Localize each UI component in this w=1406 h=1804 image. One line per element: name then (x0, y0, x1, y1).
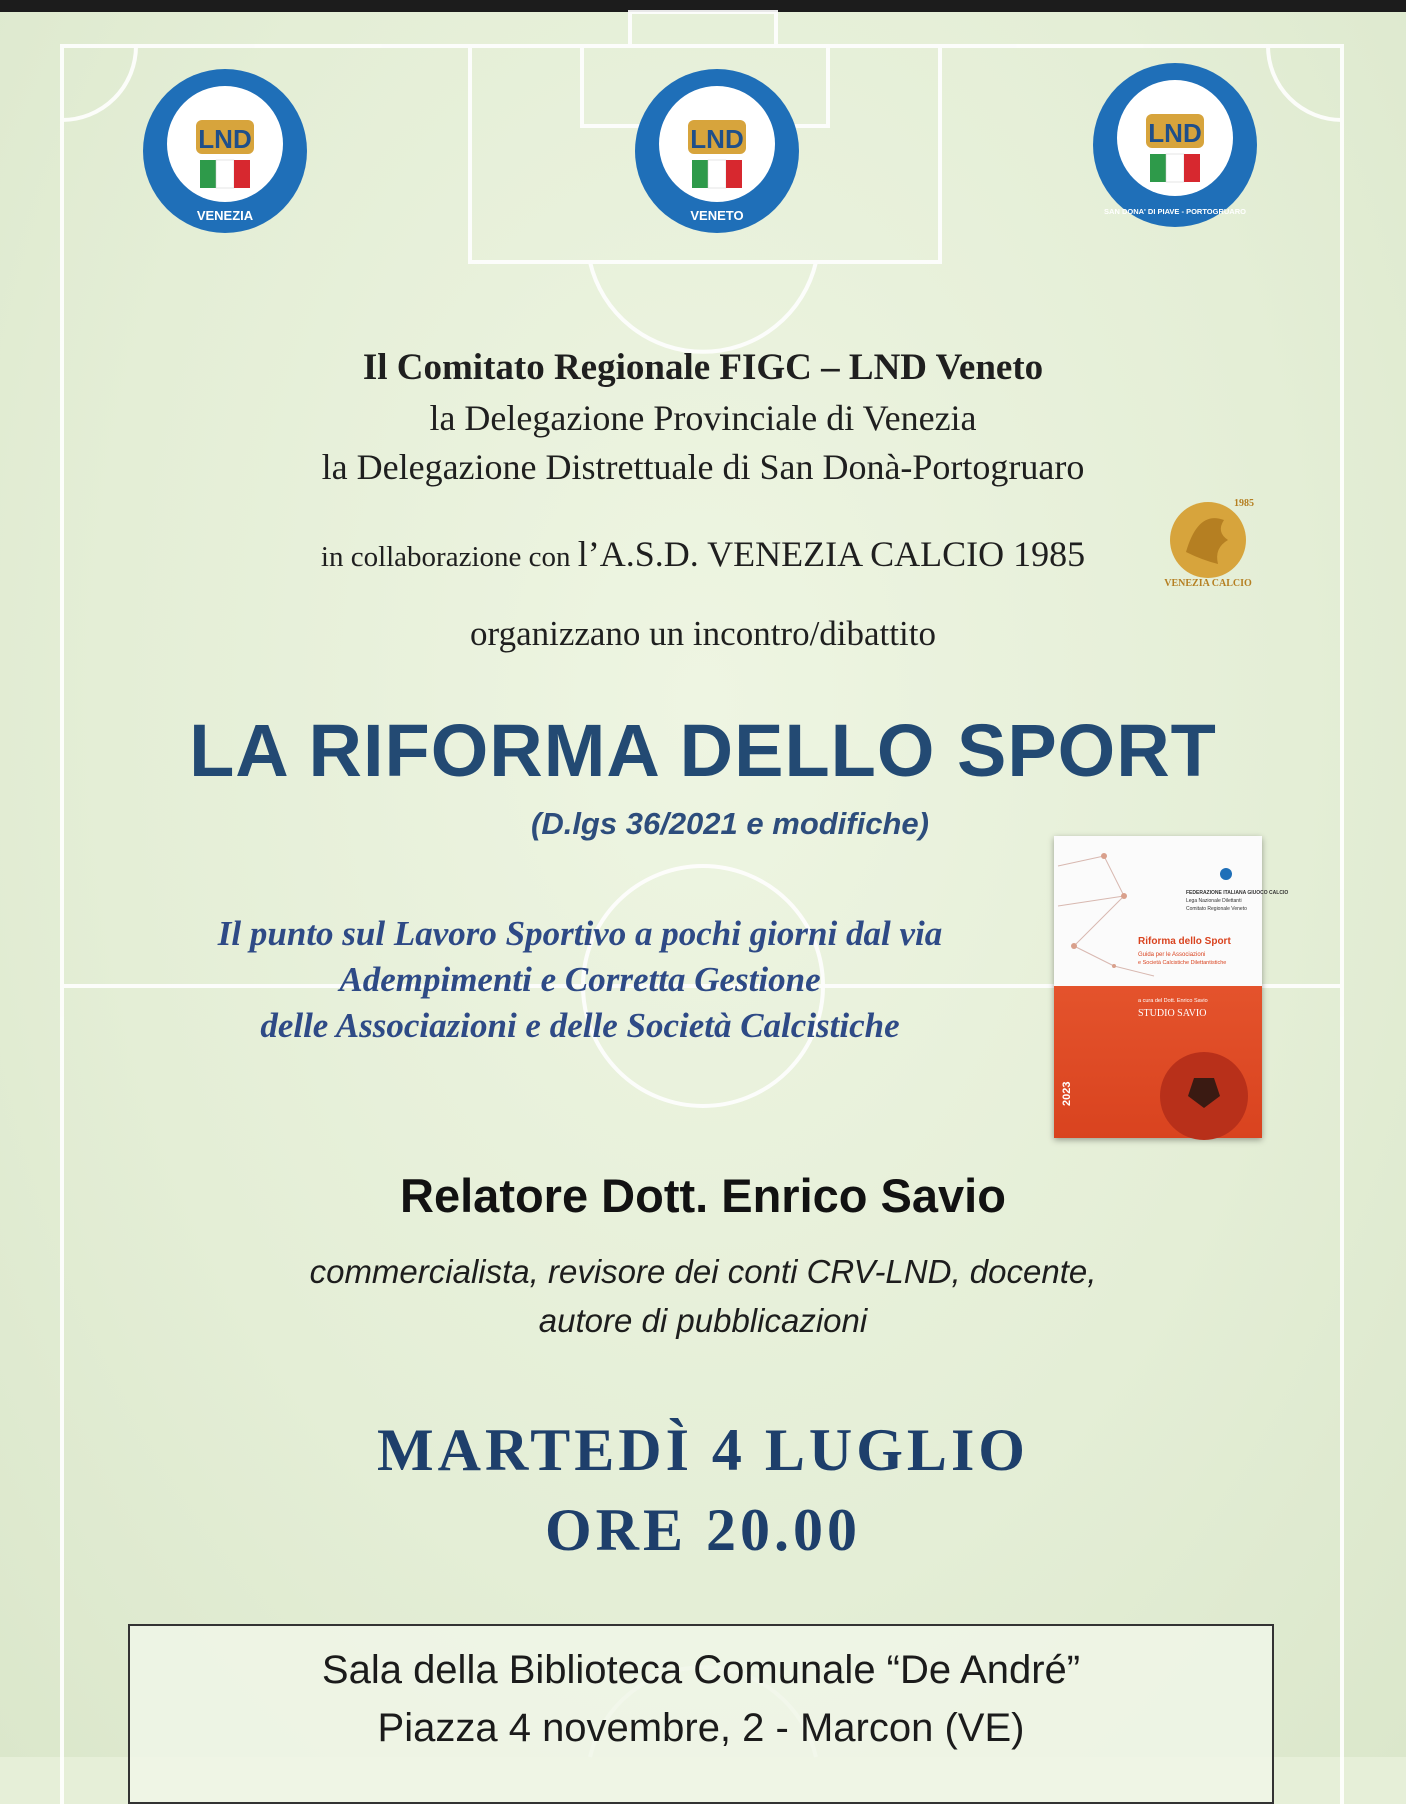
svg-text:VENEZIA CALCIO: VENEZIA CALCIO (1164, 578, 1252, 589)
subtitle-line-1: Il punto sul Lavoro Sportivo a pochi giorni dal via (217, 914, 943, 953)
venue-address: Piazza 4 novembre, 2 - Marcon (VE) (377, 1706, 1025, 1750)
svg-text:LND: LND (1148, 118, 1202, 148)
svg-text:LND: LND (198, 124, 252, 154)
svg-text:Riforma dello Sport: Riforma dello Sport (1138, 936, 1231, 947)
venezia-calcio-logo (1158, 490, 1258, 590)
collaboration-partner: l’A.S.D. VENEZIA CALCIO 1985 (577, 534, 1086, 574)
venue-name: Sala della Biblioteca Comunale “De André” (321, 1648, 1081, 1692)
event-date: MARTEDÌ 4 LUGLIO (377, 1417, 1029, 1483)
event-time: ORE 20.00 (544, 1497, 862, 1563)
svg-text:STUDIO SAVIO: STUDIO SAVIO (1138, 1008, 1207, 1019)
svg-text:SAN DONA' DI PIAVE - PORTOGRUA: SAN DONA' DI PIAVE - PORTOGRUARO (1104, 207, 1246, 216)
organizer-district: la Delegazione Distrettuale di San Donà-Portogruaro (321, 447, 1085, 487)
speaker-name: Relatore Dott. Enrico Savio (400, 1169, 1006, 1222)
event-title: LA RIFORMA DELLO SPORT (189, 709, 1217, 792)
svg-text:e Società Calcistiche Dilettan: e Società Calcistiche Dilettantistiche (1138, 960, 1227, 966)
svg-text:Lega Nazionale Dilettanti: Lega Nazionale Dilettanti (1186, 898, 1242, 904)
book-cover-bottom (1054, 986, 1262, 1138)
svg-text:VENEZIA: VENEZIA (196, 208, 254, 223)
venue-box (128, 1624, 1274, 1804)
lnd-san-dona-logo (1090, 60, 1260, 230)
svg-text:VENETO: VENETO (690, 208, 744, 223)
svg-text:Guida per le Associazioni: Guida per le Associazioni (1138, 952, 1206, 958)
collaboration-prefix: in collaborazione con (320, 541, 578, 573)
svg-text:LND: LND (690, 124, 744, 154)
svg-text:1985: 1985 (1234, 498, 1254, 509)
book-cover-image (1054, 836, 1289, 1138)
book-cover-top (1054, 836, 1289, 986)
network-pattern (1054, 836, 1289, 986)
organize-line: organizzano un incontro/dibattito (470, 614, 936, 653)
subtitle-line-2: Adempimenti e Corretta Gestione (339, 960, 821, 999)
lnd-venezia-logo (140, 66, 310, 236)
organizer-main: Il Comitato Regionale FIGC – LND Veneto (362, 347, 1044, 388)
svg-text:a cura del Dott. Enrico Savio: a cura del Dott. Enrico Savio (1138, 998, 1208, 1004)
lnd-veneto-logo (632, 66, 802, 236)
speaker-role-line-1: commercialista, revisore dei conti CRV-LND, docente, (309, 1253, 1097, 1290)
svg-text:Comitato Regionale Veneto: Comitato Regionale Veneto (1186, 906, 1247, 912)
decree-reference: (D.lgs 36/2021 e modifiche) (531, 806, 929, 841)
svg-text:2023: 2023 (1061, 1081, 1073, 1106)
organizer-provincial: la Delegazione Provinciale di Venezia (429, 398, 977, 438)
speaker-role-line-2: autore di pubblicazioni (538, 1302, 868, 1339)
svg-text:FEDERAZIONE ITALIANA GIUOCO CA: FEDERAZIONE ITALIANA GIUOCO CALCIO (1186, 890, 1289, 896)
subtitle-line-3: delle Associazioni e delle Società Calcistiche (260, 1006, 900, 1045)
